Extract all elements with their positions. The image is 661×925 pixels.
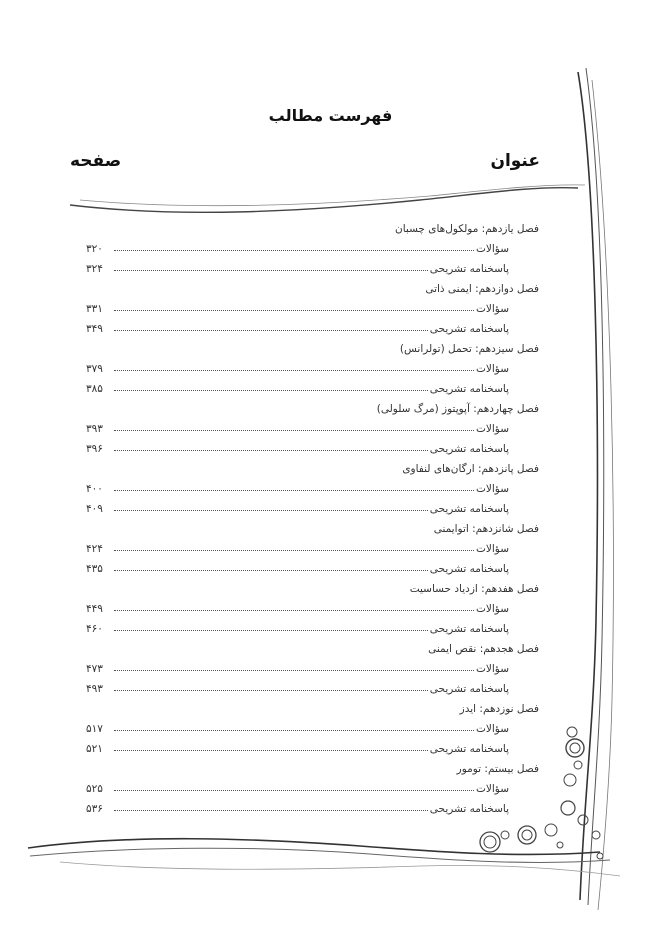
chapter-heading[interactable] (86, 639, 539, 659)
dot-leader (114, 669, 474, 671)
chapter-heading[interactable] (86, 279, 539, 299)
entry-label: پاسخنامه تشریحی (429, 443, 509, 455)
page-number: ۵۲۱ (86, 743, 103, 755)
dot-leader (114, 629, 428, 631)
dot-leader (114, 749, 428, 751)
page-number: ۴۲۴ (86, 543, 103, 555)
page-number: ۵۳۶ (86, 803, 103, 815)
dot-leader (114, 329, 428, 331)
entry-label: سؤالات (475, 603, 509, 615)
entry-label: پاسخنامه تشریحی (429, 803, 509, 815)
entry-label: سؤالات (475, 303, 509, 315)
page-number: ۵۱۷ (86, 723, 103, 735)
dot-leader (114, 809, 428, 811)
table-of-contents (86, 219, 539, 819)
page-number: ۴۰۰ (86, 483, 103, 495)
entry-label: سؤالات (475, 543, 509, 555)
toc-entry[interactable] (86, 239, 539, 259)
chapter-heading[interactable] (86, 219, 539, 239)
entry-label: سؤالات (475, 783, 509, 795)
dot-leader (114, 309, 474, 311)
toc-entry[interactable] (86, 359, 539, 379)
dot-leader (114, 449, 428, 451)
page-number: ۴۳۵ (86, 563, 103, 575)
entry-label: پاسخنامه تشریحی (429, 503, 509, 515)
page-number: ۴۶۰ (86, 623, 103, 635)
chapter-heading[interactable] (86, 759, 539, 779)
chapter-title: فصل چهاردهم: آپوپتوز (مرگ سلولی) (376, 403, 539, 415)
entry-label: سؤالات (475, 423, 509, 435)
dot-leader (114, 549, 474, 551)
page-number: ۳۲۰ (86, 243, 103, 255)
entry-label: سؤالات (475, 723, 509, 735)
chapter-title: فصل هجدهم: نقص ایمنی (428, 643, 539, 655)
toc-entry[interactable] (86, 799, 539, 819)
chapter-title: فصل نوزدهم: ایدز (459, 703, 539, 715)
toc-entry[interactable] (86, 539, 539, 559)
entry-label: پاسخنامه تشریحی (429, 563, 509, 575)
page-number: ۳۹۳ (86, 423, 103, 435)
entry-label: سؤالات (475, 243, 509, 255)
chapter-title: فصل هفدهم: ازدیاد حساسیت (409, 583, 539, 595)
entry-label: پاسخنامه تشریحی (429, 623, 509, 635)
toc-entry[interactable] (86, 479, 539, 499)
page-column-heading: صفحه (70, 151, 122, 171)
toc-entry[interactable] (86, 779, 539, 799)
toc-entry[interactable] (86, 379, 539, 399)
chapter-heading[interactable] (86, 459, 539, 479)
dot-leader (114, 609, 474, 611)
chapter-title: فصل بیستم: تومور (456, 763, 539, 775)
dot-leader (114, 249, 474, 251)
page-number: ۵۲۵ (86, 783, 103, 795)
chapter-heading[interactable] (86, 339, 539, 359)
page-number: ۴۷۳ (86, 663, 103, 675)
page-title: فهرست مطالب (268, 106, 393, 125)
dot-leader (114, 389, 428, 391)
chapter-title: فصل سیزدهم: تحمل (تولرانس) (399, 343, 539, 355)
toc-entry[interactable] (86, 299, 539, 319)
dot-leader (114, 729, 474, 731)
dot-leader (114, 569, 428, 571)
page-number: ۳۴۹ (86, 323, 103, 335)
toc-entry[interactable] (86, 599, 539, 619)
toc-entry[interactable] (86, 739, 539, 759)
dot-leader (114, 369, 474, 371)
chapter-title: فصل دوازدهم: ایمنی ذاتی (425, 283, 539, 295)
title-column-heading: عنوان (490, 151, 540, 171)
toc-entry[interactable] (86, 559, 539, 579)
toc-entry[interactable] (86, 419, 539, 439)
entry-label: پاسخنامه تشریحی (429, 323, 509, 335)
chapter-title: فصل یازدهم: مولکول‌های چسبان (394, 223, 539, 235)
chapter-heading[interactable] (86, 579, 539, 599)
dot-leader (114, 429, 474, 431)
toc-entry[interactable] (86, 719, 539, 739)
toc-entry[interactable] (86, 439, 539, 459)
page-number: ۳۸۵ (86, 383, 103, 395)
dot-leader (114, 489, 474, 491)
entry-label: سؤالات (475, 483, 509, 495)
toc-entry[interactable] (86, 619, 539, 639)
page-number: ۳۳۱ (86, 303, 103, 315)
entry-label: سؤالات (475, 363, 509, 375)
dot-leader (114, 689, 428, 691)
entry-label: پاسخنامه تشریحی (429, 383, 509, 395)
page-number: ۳۹۶ (86, 443, 103, 455)
toc-entry[interactable] (86, 259, 539, 279)
entry-label: پاسخنامه تشریحی (429, 743, 509, 755)
chapter-heading[interactable] (86, 519, 539, 539)
page-number: ۴۰۹ (86, 503, 103, 515)
entry-label: پاسخنامه تشریحی (429, 683, 509, 695)
chapter-title: فصل شانزدهم: اتوایمنی (433, 523, 539, 535)
page-number: ۴۹۳ (86, 683, 103, 695)
toc-entry[interactable] (86, 319, 539, 339)
chapter-heading[interactable] (86, 399, 539, 419)
dot-leader (114, 509, 428, 511)
toc-entry[interactable] (86, 499, 539, 519)
page-number: ۳۷۹ (86, 363, 103, 375)
chapter-heading[interactable] (86, 699, 539, 719)
page-number: ۳۲۴ (86, 263, 103, 275)
toc-entry[interactable] (86, 679, 539, 699)
dot-leader (114, 269, 428, 271)
page-number: ۴۴۹ (86, 603, 103, 615)
chapter-title: فصل پانزدهم: ارگان‌های لنفاوی (402, 463, 539, 475)
toc-entry[interactable] (86, 659, 539, 679)
entry-label: پاسخنامه تشریحی (429, 263, 509, 275)
dot-leader (114, 789, 474, 791)
entry-label: سؤالات (475, 663, 509, 675)
